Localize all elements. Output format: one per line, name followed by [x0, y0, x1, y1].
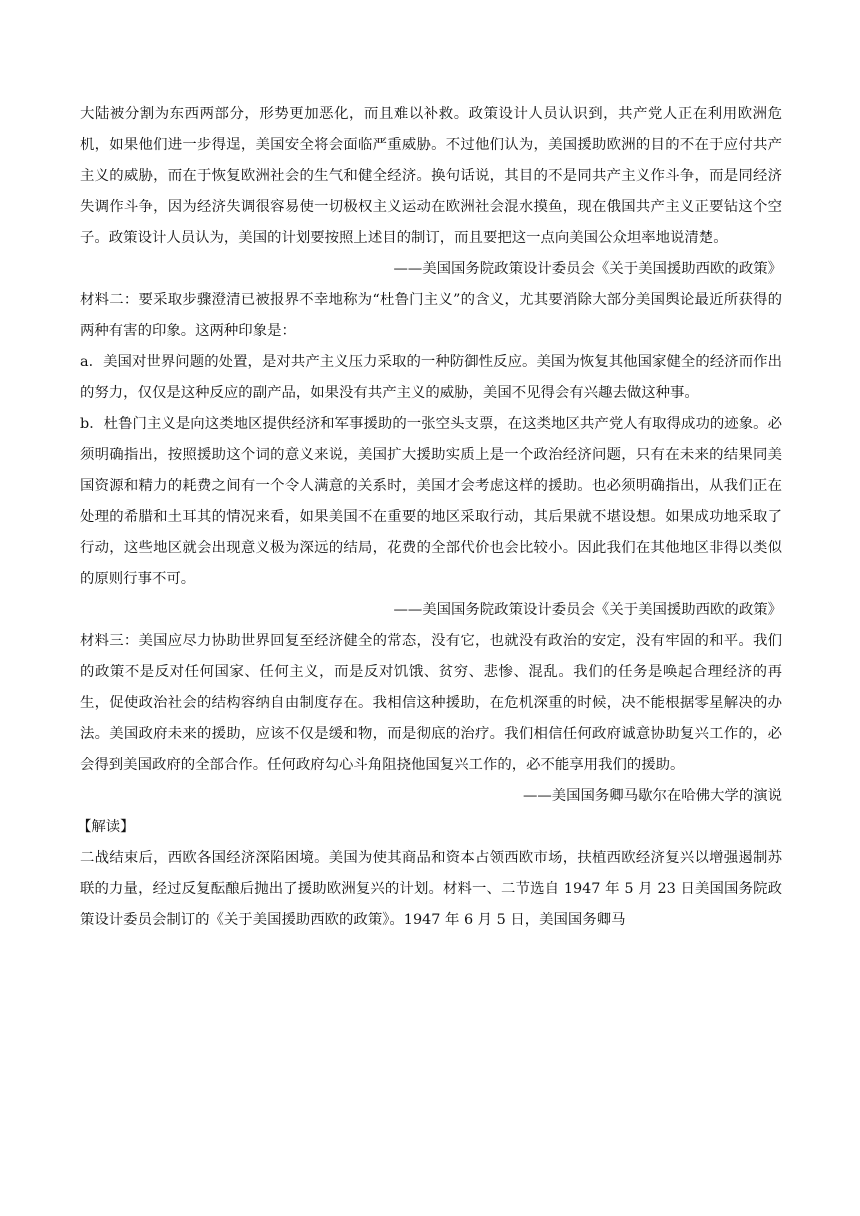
document-page: [77, 99, 782, 936]
source-citation: ——美国国务院政策设计委员会《关于美国援助西欧的政策》: [393, 261, 782, 277]
intro-paragraph: 大陆被分割为东西两部分，形势更加恶化，而且难以补救。政策设计人员认识到，共产党人正在利用欧洲危机，如果他们进一步得逞，美国安全将会面临严重威胁。不过他们认为，美国援助欧洲的目的不在于应付共产主义的威胁，而在于恢复欧洲社会的生气和健全经济。换句话说，其目的不是同共产主义作斗争，而是同经济失调作斗争，因为经济失调很容易使一切极权主义运动在欧洲社会混水摸鱼，现在俄国共产主义正要钻这个空子。政策设计人员认为，美国的计划要按照上述目的制订，而且要把这一点向美国公众坦率地说清楚。: [80, 106, 782, 246]
source-citation: ——美国国务卿马歇尔在哈佛大学的演说: [522, 788, 782, 804]
point-b-paragraph: b．杜鲁门主义是向这类地区提供经济和军事援助的一张空头支票，在这类地区共产党人有取得成功的迹象。必须明确指出，按照援助这个词的意义来说，美国扩大援助实质上是一个政治经济问题，只有在未来的结果同美国资源和精力的耗费之间有一个令人满意的关系时，美国才会考虑这样的援助。也必须明确指出，从我们正在处理的希腊和土耳其的情况来看，如果美国不在重要的地区采取行动，其后果就不堪设想。如果成功地采取了行动，这些地区就会出现意义极为深远的结局，花费的全部代价也会比较小。因此我们在其他地区非得以类似的原则行事不可。: [80, 416, 782, 587]
interpretation-heading: 【解读】: [77, 819, 135, 835]
material-2-paragraph: 材料二：要采取步骤澄清已被报界不幸地称为“杜鲁门主义”的含义，尤其要消除大部分美国舆论最近所获得的两种有害的印象。这两种印象是：: [80, 292, 782, 339]
interpretation-paragraph: 二战结束后，西欧各国经济深陷困境。美国为使其商品和资本占领西欧市场，扶植西欧经济复兴以增强遏制苏联的力量，经过反复酝酿后抛出了援助欧洲复兴的计划。材料一、二节选自 1947 年 5 月 23 日美国国务院政策设计委员会制订的《关于美国援助西欧的政策》。1947 年 6 月 5 日，美国国务卿马: [80, 850, 782, 928]
source-citation: ——美国国务院政策设计委员会《关于美国援助西欧的政策》: [393, 602, 782, 618]
material-3-paragraph: 材料三：美国应尽力协助世界回复至经济健全的常态，没有它，也就没有政治的安定，没有牢固的和平。我们的政策不是反对任何国家、任何主义，而是反对饥饿、贫穷、悲惨、混乱。我们的任务是唤起合理经济的再生，促使政治社会的结构容纳自由制度存在。我相信这种援助，在危机深重的时候，决不能根据零星解决的办法。美国政府未来的援助，应该不仅是缓和物，而是彻底的治疗。我们相信任何政府诚意协助复兴工作的，必会得到美国政府的全部合作。任何政府勾心斗角阻挠他国复兴工作的，必不能享用我们的援助。: [80, 633, 782, 773]
point-a-paragraph: a．美国对世界问题的处置，是对共产主义压力采取的一种防御性反应。美国为恢复其他国家健全的经济而作出的努力，仅仅是这种反应的副产品，如果没有共产主义的威胁，美国不见得会有兴趣去做这种事。: [80, 354, 782, 401]
